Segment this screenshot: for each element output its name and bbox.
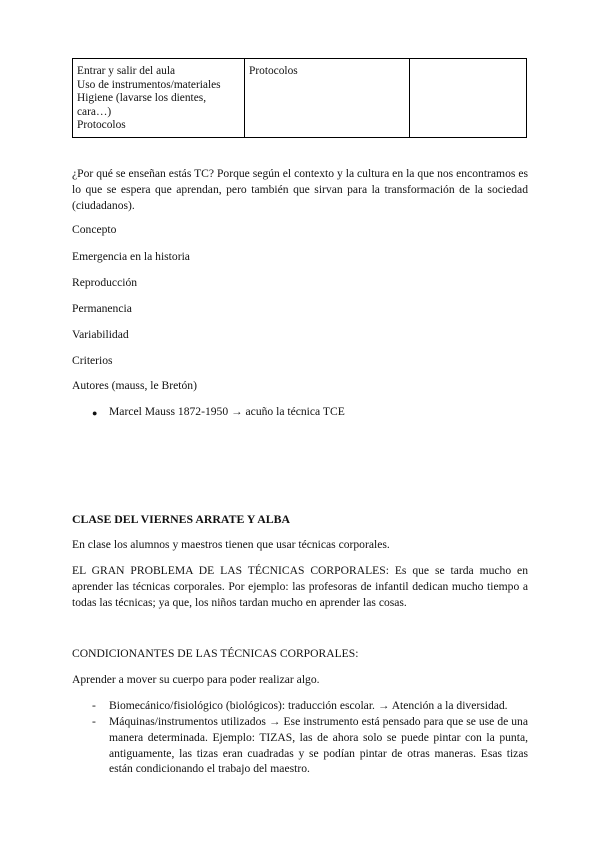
dash-marker: - <box>92 699 96 712</box>
table-cell-protocols: Protocolos <box>245 59 410 138</box>
dash-marker: - <box>92 715 96 728</box>
cell-line: Uso de instrumentos/materiales <box>77 78 221 91</box>
topic-concepto: Concepto <box>72 223 117 236</box>
topic-permanencia: Permanencia <box>72 302 132 315</box>
topic-emergencia: Emergencia en la historia <box>72 250 190 263</box>
question-paragraph: ¿Por qué se enseñan estás TC? Porque según el contexto y la cultura en la que nos encontramos es lo que se espera que aprendan, pero también que sirvan para la transformación de la sociedad (ciudadanos). <box>72 167 528 212</box>
cell-line: Protocolos <box>77 119 126 132</box>
topic-autores: Autores (mauss, le Bretón) <box>72 379 197 392</box>
table-cell-activities <box>73 59 245 138</box>
protocols-table <box>72 58 527 138</box>
topic-reproduccion: Reproducción <box>72 276 138 289</box>
table-cell-empty <box>410 59 527 138</box>
topic-variabilidad: Variabilidad <box>72 328 129 341</box>
bullet-marker: ● <box>92 408 98 418</box>
topic-criterios: Criterios <box>72 354 113 367</box>
learn-sentence: Aprender a mover su cuerpo para poder realizar algo. <box>72 673 320 686</box>
cell-line: Entrar y salir del aula <box>77 65 176 77</box>
problem-paragraph: EL GRAN PROBLEMA DE LAS TÉCNICAS CORPORALES: Es que se tarda mucho en aprender las técnicas corporales. Por ejemplo: las profesoras de infantil dedican mucho tiempo a todas las técnicas; ya que, los niños tardan mucho en aprender las cosas. <box>72 564 528 609</box>
conditioning-item-text: Biomecánico/fisiológico (biológicos): traducción escolar. → Atención a la diversidad. <box>109 699 508 712</box>
cell-line: cara…) <box>77 105 112 118</box>
cell-line: Higiene (lavarse los dientes, <box>77 92 207 105</box>
conditioning-item-text: Máquinas/instrumentos utilizados → Ese instrumento está pensado para que se use de una manera determinada. Ejemplo: TIZAS, las de ahora solo se puede pintar con la punta, antiguamente, las tizas eran cuadradas y se podían pintar de otras maneras. Esas tizas están condicionando el trabajo del maestro. <box>109 715 528 776</box>
bullet-text: Marcel Mauss 1872-1950 → acuño la técnica TCE <box>109 405 345 418</box>
section-title: CLASE DEL VIERNES ARRATE Y ALBA <box>72 512 290 526</box>
table-row <box>73 59 527 138</box>
class-sentence: En clase los alumnos y maestros tienen que usar técnicas corporales. <box>72 538 390 551</box>
conditioning-title: CONDICIONANTES DE LAS TÉCNICAS CORPORALES: <box>72 647 359 660</box>
